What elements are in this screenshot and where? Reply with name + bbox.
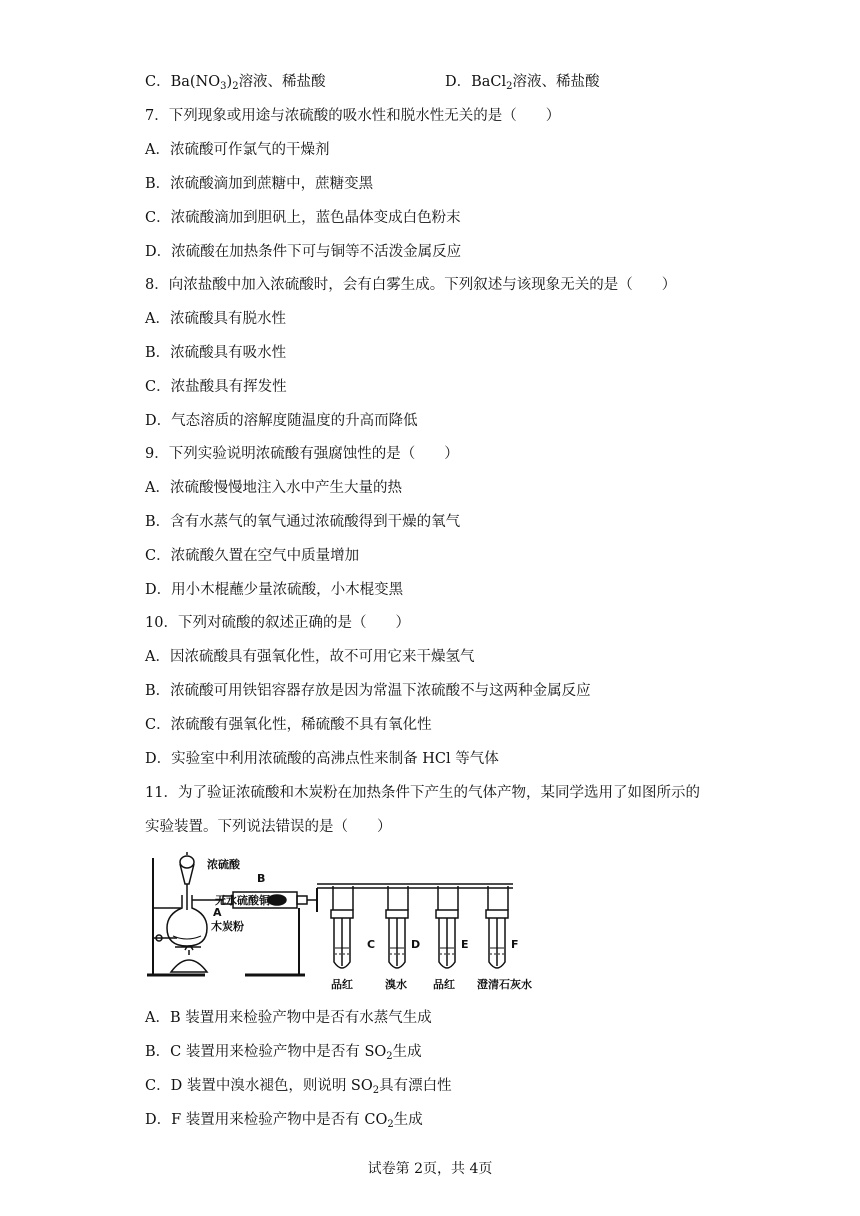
q9-option-c: C．浓硫酸久置在空气中质量增加 [145, 548, 360, 564]
label-pinhong-2: 品红 [433, 978, 455, 991]
label-b: B [257, 872, 266, 885]
q11-stem-line2: 实验装置。下列说法错误的是（ ） [145, 819, 392, 835]
q10-option-d: D．实验室中利用浓硫酸的高沸点性来制备 HCl 等气体 [145, 751, 499, 767]
label-bromine-water: 溴水 [385, 978, 407, 991]
q9-option-b: B．含有水蒸气的氧气通过浓硫酸得到干燥的氧气 [145, 514, 461, 530]
q7-stem: 7．下列现象或用途与浓硫酸的吸水性和脱水性无关的是（ ） [145, 108, 561, 124]
q10-stem: 10．下列对硫酸的叙述正确的是（ ） [145, 615, 410, 631]
q8-option-d: D．气态溶质的溶解度随温度的升高而降低 [145, 413, 418, 429]
q9-option-a: A．浓硫酸慢慢地注入水中产生大量的热 [145, 480, 402, 496]
label-f: F [511, 938, 519, 951]
q10-option-c: C．浓硫酸有强氧化性，稀硫酸不具有氧化性 [145, 717, 432, 733]
label-limewater: 澄清石灰水 [477, 978, 532, 991]
q11-option-b: B．C 装置用来检验产物中是否有 $SO_2$生成 [145, 1044, 422, 1062]
page-footer: 试卷第 2页，共 4页 [367, 1161, 493, 1177]
q7-option-b: B．浓硫酸滴加到蔗糖中，蔗糖变黑 [145, 176, 374, 192]
q10-option-b: B．浓硫酸可用铁铝容器存放是因为常温下浓硫酸不与这两种金属反应 [145, 683, 591, 699]
label-a: A [213, 906, 222, 919]
q7-option-d: D．浓硫酸在加热条件下可与铜等不活泼金属反应 [145, 244, 462, 260]
q11-option-d: D．F 装置用来检验产物中是否有 $CO_2$生成 [145, 1112, 423, 1130]
q11-option-a: A．B 装置用来检验产物中是否有水蒸气生成 [145, 1010, 432, 1026]
q6-option-d: D．BaCl$_2$溶液、稀盐酸 [445, 74, 600, 92]
q11-stem-line1: 11．为了验证浓硫酸和木炭粉在加热条件下产生的气体产物，某同学选用了如图所示的 [145, 785, 700, 801]
q6-option-c: C．$Ba(NO_3)_2$溶液、稀盐酸 [145, 74, 326, 92]
q8-option-a: A．浓硫酸具有脱水性 [145, 311, 286, 327]
label-d: D [411, 938, 421, 951]
q8-option-b: B．浓硫酸具有吸水性 [145, 345, 287, 361]
q9-option-d: D．用小木棍蘸少量浓硫酸，小木棍变黑 [145, 582, 404, 598]
q9-stem: 9．下列实验说明浓硫酸有强腐蚀性的是（ ） [145, 446, 459, 462]
q8-stem: 8．向浓盐酸中加入浓硫酸时，会有白雾生成。下列叙述与该现象无关的是（ ） [145, 277, 677, 293]
label-charcoal: 木炭粉 [211, 920, 244, 933]
q8-option-c: C．浓盐酸具有挥发性 [145, 379, 287, 395]
label-e: E [461, 938, 469, 951]
label-pinhong-1: 品红 [331, 978, 353, 991]
q7-option-c: C．浓硫酸滴加到胆矾上，蓝色晶体变成白色粉末 [145, 210, 461, 226]
label-anhydrous-cuso4: 无水硫酸铜 [215, 894, 270, 907]
label-sulfuric-acid: 浓硫酸 [207, 858, 240, 871]
q7-option-a: A．浓硫酸可作氯气的干燥剂 [145, 142, 330, 158]
apparatus-figure [145, 850, 545, 995]
q10-option-a: A．因浓硫酸具有强氧化性，故不可用它来干燥氢气 [145, 649, 475, 665]
label-c: C [367, 938, 376, 951]
q11-option-c: C．D 装置中溴水褪色，则说明 $SO_2$具有漂白性 [145, 1078, 452, 1096]
